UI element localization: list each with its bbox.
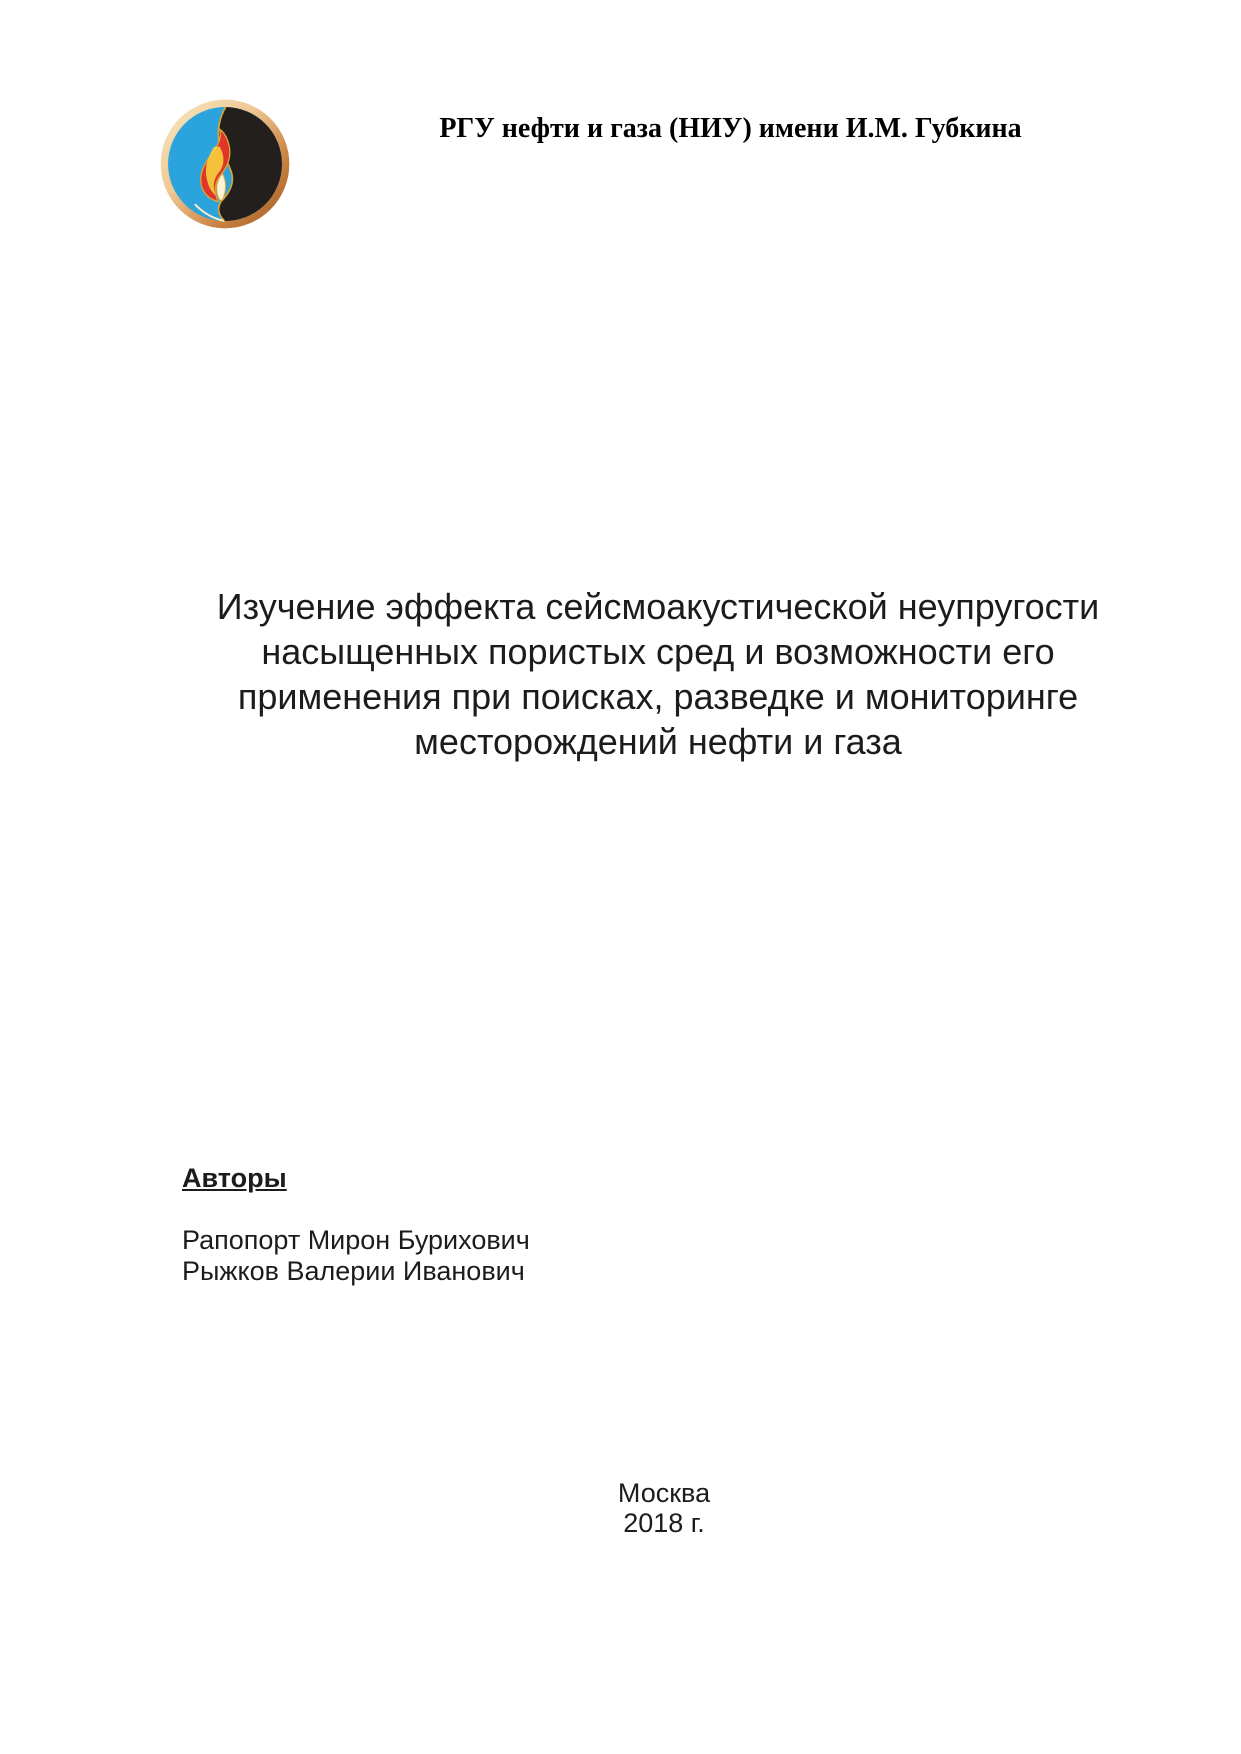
title-line: применения при поисках, разведке и мониторинге (237, 676, 1079, 717)
university-logo (158, 96, 292, 232)
author-name: Рыжков Валерии Иванович (182, 1256, 525, 1286)
author-name: Рапопорт Мирон Бурихович (182, 1225, 530, 1255)
imprint-city: Москва (617, 1478, 711, 1508)
university-name-header: РГУ нефти и газа (НИУ) имени И.М. Губкина (439, 113, 1022, 144)
imprint (87, 1478, 1241, 1538)
authors-section (182, 1163, 530, 1287)
document-title (75, 584, 1241, 764)
title-line: насыщенных пористых сред и возможности его (261, 631, 1055, 672)
title-line: Изучение эффекта сейсмоакустической неупругости (216, 586, 1100, 627)
flame-emblem-icon (158, 96, 292, 232)
imprint-year: 2018 г. (623, 1508, 705, 1538)
title-line: месторождений нефти и газа (414, 721, 902, 762)
authors-heading: Авторы (182, 1163, 287, 1193)
